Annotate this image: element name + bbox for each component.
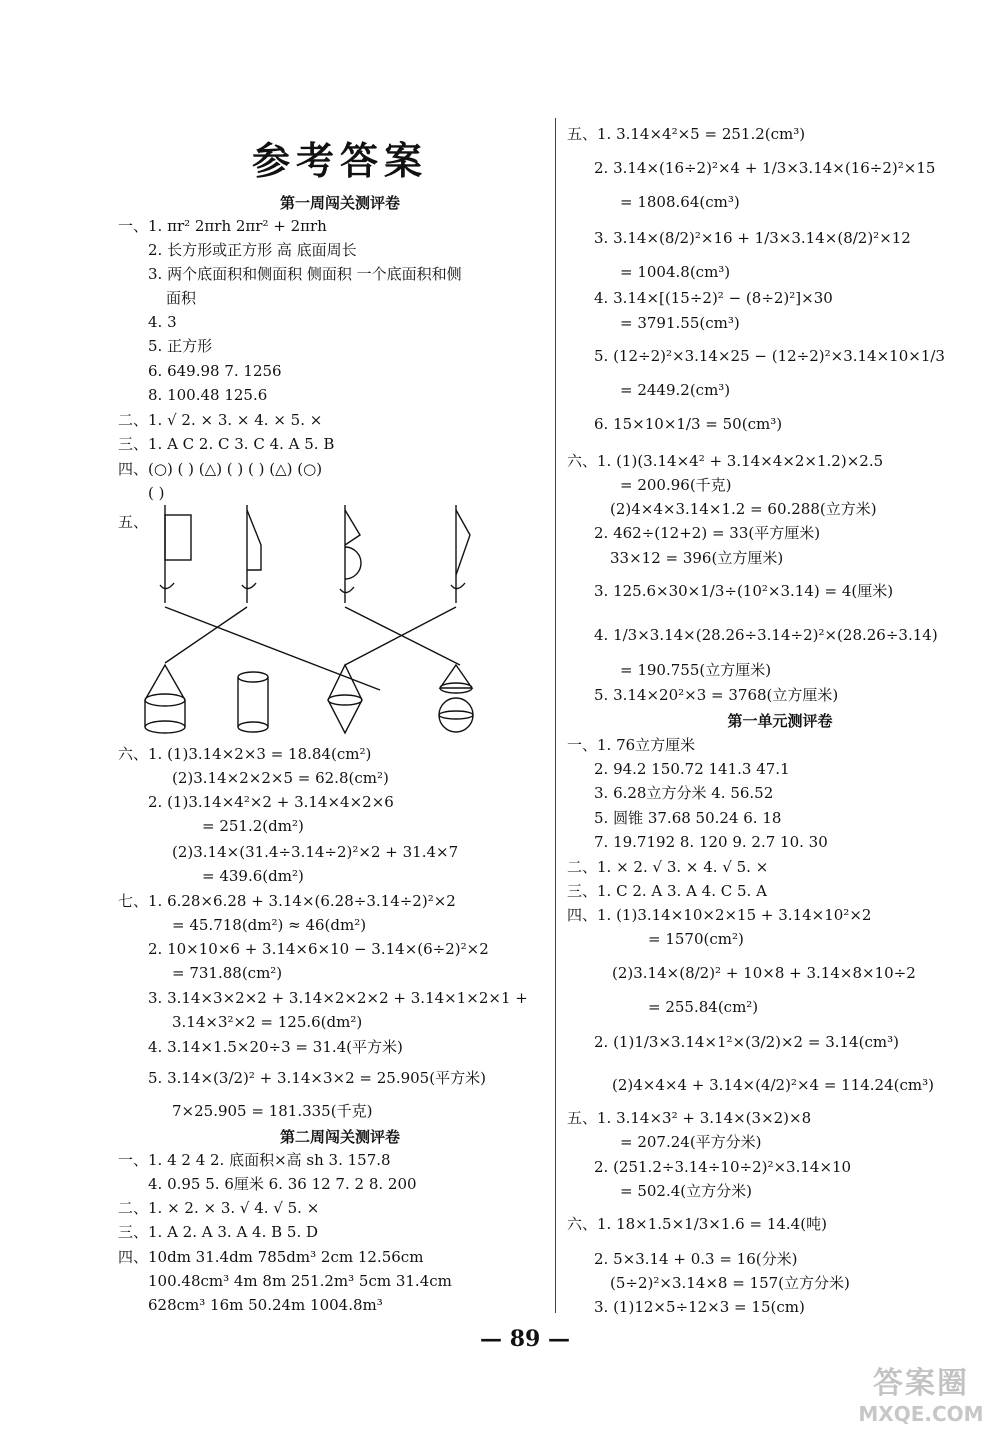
answer-line: 33×12 = 396(立方厘米) xyxy=(610,549,784,567)
answer-line: 4. 3.14×[(15÷2)² − (8÷2)²]×30 xyxy=(594,289,833,307)
answer-line: 四、1. (1)3.14×10×2×15 + 3.14×10²×2 xyxy=(567,906,872,924)
answer-line: 三、1. A 2. A 3. A 4. B 5. D xyxy=(118,1223,319,1241)
answer-line: 二、1. √ 2. × 3. × 4. × 5. × xyxy=(118,411,323,429)
watermark-logo xyxy=(842,1358,1000,1426)
answer-line: = 731.88(cm²) xyxy=(172,964,283,982)
answer-line: 5. 正方形 xyxy=(148,337,213,355)
answer-line: 六、1. 18×1.5×1/3×1.6 = 14.4(吨) xyxy=(567,1215,827,1233)
trapezoid-shape xyxy=(247,510,261,570)
answer-line: (2)4×4×4 + 3.14×(4/2)²×4 = 114.24(cm³) xyxy=(612,1076,934,1094)
match-line xyxy=(165,607,380,690)
answer-line: 6. 15×10×1/3 = 50(cm³) xyxy=(594,415,783,433)
answer-line: 二、1. × 2. √ 3. × 4. √ 5. × xyxy=(567,858,769,876)
answer-line: 8. 100.48 125.6 xyxy=(148,386,268,404)
answer-line: (2)4×4×3.14×1.2 = 60.288(立方米) xyxy=(610,500,877,518)
triangle-shape xyxy=(345,510,360,545)
answer-line: = 1570(cm²) xyxy=(648,930,744,948)
answer-line: = 207.24(平方分米) xyxy=(620,1133,762,1151)
answer-line: 4. 3.14×1.5×20÷3 = 31.4(平方米) xyxy=(148,1038,403,1056)
rotation-matching-figure xyxy=(140,505,480,740)
answer-line: = 190.755(立方厘米) xyxy=(620,661,772,679)
answer-line: 628cm³ 16m 50.24m 1004.8m³ xyxy=(148,1296,383,1314)
answer-line: = 251.2(dm²) xyxy=(202,817,304,835)
rotation-arrow-icon xyxy=(160,583,174,589)
answer-line: 一、1. 76立方厘米 xyxy=(567,736,696,754)
answer-line: (2)3.14×(8/2)² + 10×8 + 3.14×8×10÷2 xyxy=(612,964,916,982)
answer-line: 5. 圆锥 37.68 50.24 6. 18 xyxy=(594,809,782,827)
answer-line: (5÷2)²×3.14×8 = 157(立方分米) xyxy=(610,1274,850,1292)
match-line xyxy=(165,607,247,663)
watermark-bottom: MXQE.COM xyxy=(858,1402,984,1426)
column-divider xyxy=(555,118,556,1313)
answer-line: = 2449.2(cm³) xyxy=(620,381,731,399)
answer-line: = 200.96(千克) xyxy=(620,476,732,494)
answer-line: = 502.4(立方分米) xyxy=(620,1182,752,1200)
answer-line: = 1004.8(cm³) xyxy=(620,263,731,281)
answer-line: 一、1. 4 2 4 2. 底面积×高 sh 3. 157.8 xyxy=(118,1151,391,1169)
rotation-arrow-icon xyxy=(451,583,465,589)
answer-line: 100.48cm³ 4m 8m 251.2m³ 5cm 31.4cm xyxy=(148,1272,452,1290)
answer-line: 三、1. C 2. A 3. A 4. C 5. A xyxy=(567,882,767,900)
section-heading-week2: 第二周闯关测评卷 xyxy=(279,1128,400,1146)
answer-line: 4. 1/3×3.14×(28.26÷3.14÷2)²×(28.26÷3.14) xyxy=(594,626,938,644)
triangle-shape xyxy=(456,510,470,575)
answer-line: 2. (251.2÷3.14÷10÷2)²×3.14×10 xyxy=(594,1158,852,1176)
answer-line: 2. 3.14×(16÷2)²×4 + 1/3×3.14×(16÷2)²×15 xyxy=(594,159,936,177)
answer-line: = 45.718(dm²) ≈ 46(dm²) xyxy=(172,916,367,934)
section-heading-week1: 第一周闯关测评卷 xyxy=(279,194,400,212)
rotation-arrow-icon xyxy=(242,583,256,589)
answer-line: 六、1. (1)3.14×2×3 = 18.84(cm²) xyxy=(118,745,372,763)
answer-line: (2)3.14×2×2×5 = 62.8(cm²) xyxy=(172,769,389,787)
answer-line: 5. 3.14×20²×3 = 3768(立方厘米) xyxy=(594,686,839,704)
answer-line: 2. 10×10×6 + 3.14×6×10 − 3.14×(6÷2)²×2 xyxy=(148,940,489,958)
answer-line: 二、1. × 2. × 3. √ 4. √ 5. × xyxy=(118,1199,320,1217)
answer-line: = 439.6(dm²) xyxy=(202,867,304,885)
answer-line: 五、1. 3.14×4²×5 = 251.2(cm³) xyxy=(567,125,806,143)
answer-line: 一、1. πr² 2πrh 2πr² + 2πrh xyxy=(118,217,327,235)
answer-line: 3. 3.14×(8/2)²×16 + 1/3×3.14×(8/2)²×12 xyxy=(594,229,911,247)
answer-line: ( ) xyxy=(148,484,165,502)
answer-line: 四、10dm 31.4dm 785dm³ 2cm 12.56cm xyxy=(118,1248,424,1266)
answer-line: 3. 6.28立方分米 4. 56.52 xyxy=(594,784,774,802)
answer-line: 2. 462÷(12+2) = 33(平方厘米) xyxy=(594,524,821,542)
semicircle-shape xyxy=(345,547,361,579)
answer-line: 六、1. (1)(3.14×4² + 3.14×4×2×1.2)×2.5 xyxy=(567,452,884,470)
answer-line: 5. 3.14×(3/2)² + 3.14×3×2 = 25.905(平方米) xyxy=(148,1069,486,1087)
answer-line: 2. 5×3.14 + 0.3 = 16(分米) xyxy=(594,1250,798,1268)
answer-line: 2. 94.2 150.72 141.3 47.1 xyxy=(594,760,790,778)
answer-line: 5. (12÷2)²×3.14×25 − (12÷2)²×3.14×10×1/3 xyxy=(594,347,945,365)
answer-line: = 1808.64(cm³) xyxy=(620,193,740,211)
answer-line: 三、1. A C 2. C 3. C 4. A 5. B xyxy=(118,435,335,453)
answer-line: 7. 19.7192 8. 120 9. 2.7 10. 30 xyxy=(594,833,828,851)
answer-line: 3. 3.14×3×2×2 + 3.14×2×2×2 + 3.14×1×2×1 + xyxy=(148,989,528,1007)
answer-line: 五、 xyxy=(118,513,149,531)
answer-line: 6. 649.98 7. 1256 xyxy=(148,362,282,380)
answer-line: 7×25.905 = 181.335(千克) xyxy=(172,1102,373,1120)
answer-line: 4. 3 xyxy=(148,313,177,331)
section-heading-unit1: 第一单元测评卷 xyxy=(727,712,833,730)
answer-line: 面积 xyxy=(166,289,197,307)
answer-line: 七、1. 6.28×6.28 + 3.14×(6.28÷3.14÷2)²×2 xyxy=(118,892,456,910)
answer-line: 四、(○) ( ) (△) ( ) ( ) (△) (○) xyxy=(118,460,323,478)
cylinder-solid xyxy=(238,672,268,682)
watermark-top: 答案圈 xyxy=(873,1366,969,1401)
answer-line: 3.14×3²×2 = 125.6(dm²) xyxy=(172,1013,363,1031)
double-cone-solid xyxy=(328,665,362,733)
answer-line: (2)3.14×(31.4÷3.14÷2)²×2 + 31.4×7 xyxy=(172,843,459,861)
answer-line: 4. 0.95 5. 6厘米 6. 36 12 7. 2 8. 200 xyxy=(148,1175,417,1193)
cone-solid xyxy=(145,665,185,700)
answer-line: 五、1. 3.14×3² + 3.14×(3×2)×8 xyxy=(567,1109,812,1127)
answer-line: 2. (1)1/3×3.14×1²×(3/2)×2 = 3.14(cm³) xyxy=(594,1033,899,1051)
page-title: 参考答案 xyxy=(251,138,428,183)
rectangle-shape xyxy=(165,515,191,560)
answer-line: 2. 长方形或正方形 高 底面周长 xyxy=(148,241,357,259)
answer-line: 3. 两个底面积和侧面积 侧面积 一个底面积和侧 xyxy=(148,265,462,283)
answer-line: 3. 125.6×30×1/3÷(10²×3.14) = 4(厘米) xyxy=(594,582,894,600)
answer-line: 2. (1)3.14×4²×2 + 3.14×4×2×6 xyxy=(148,793,394,811)
rotation-arrow-icon xyxy=(340,587,354,593)
answer-line: = 255.84(cm²) xyxy=(648,998,759,1016)
answer-line: = 3791.55(cm³) xyxy=(620,314,740,332)
page-number: — 89 — xyxy=(480,1326,570,1352)
answer-line: 3. (1)12×5÷12×3 = 15(cm) xyxy=(594,1298,805,1316)
